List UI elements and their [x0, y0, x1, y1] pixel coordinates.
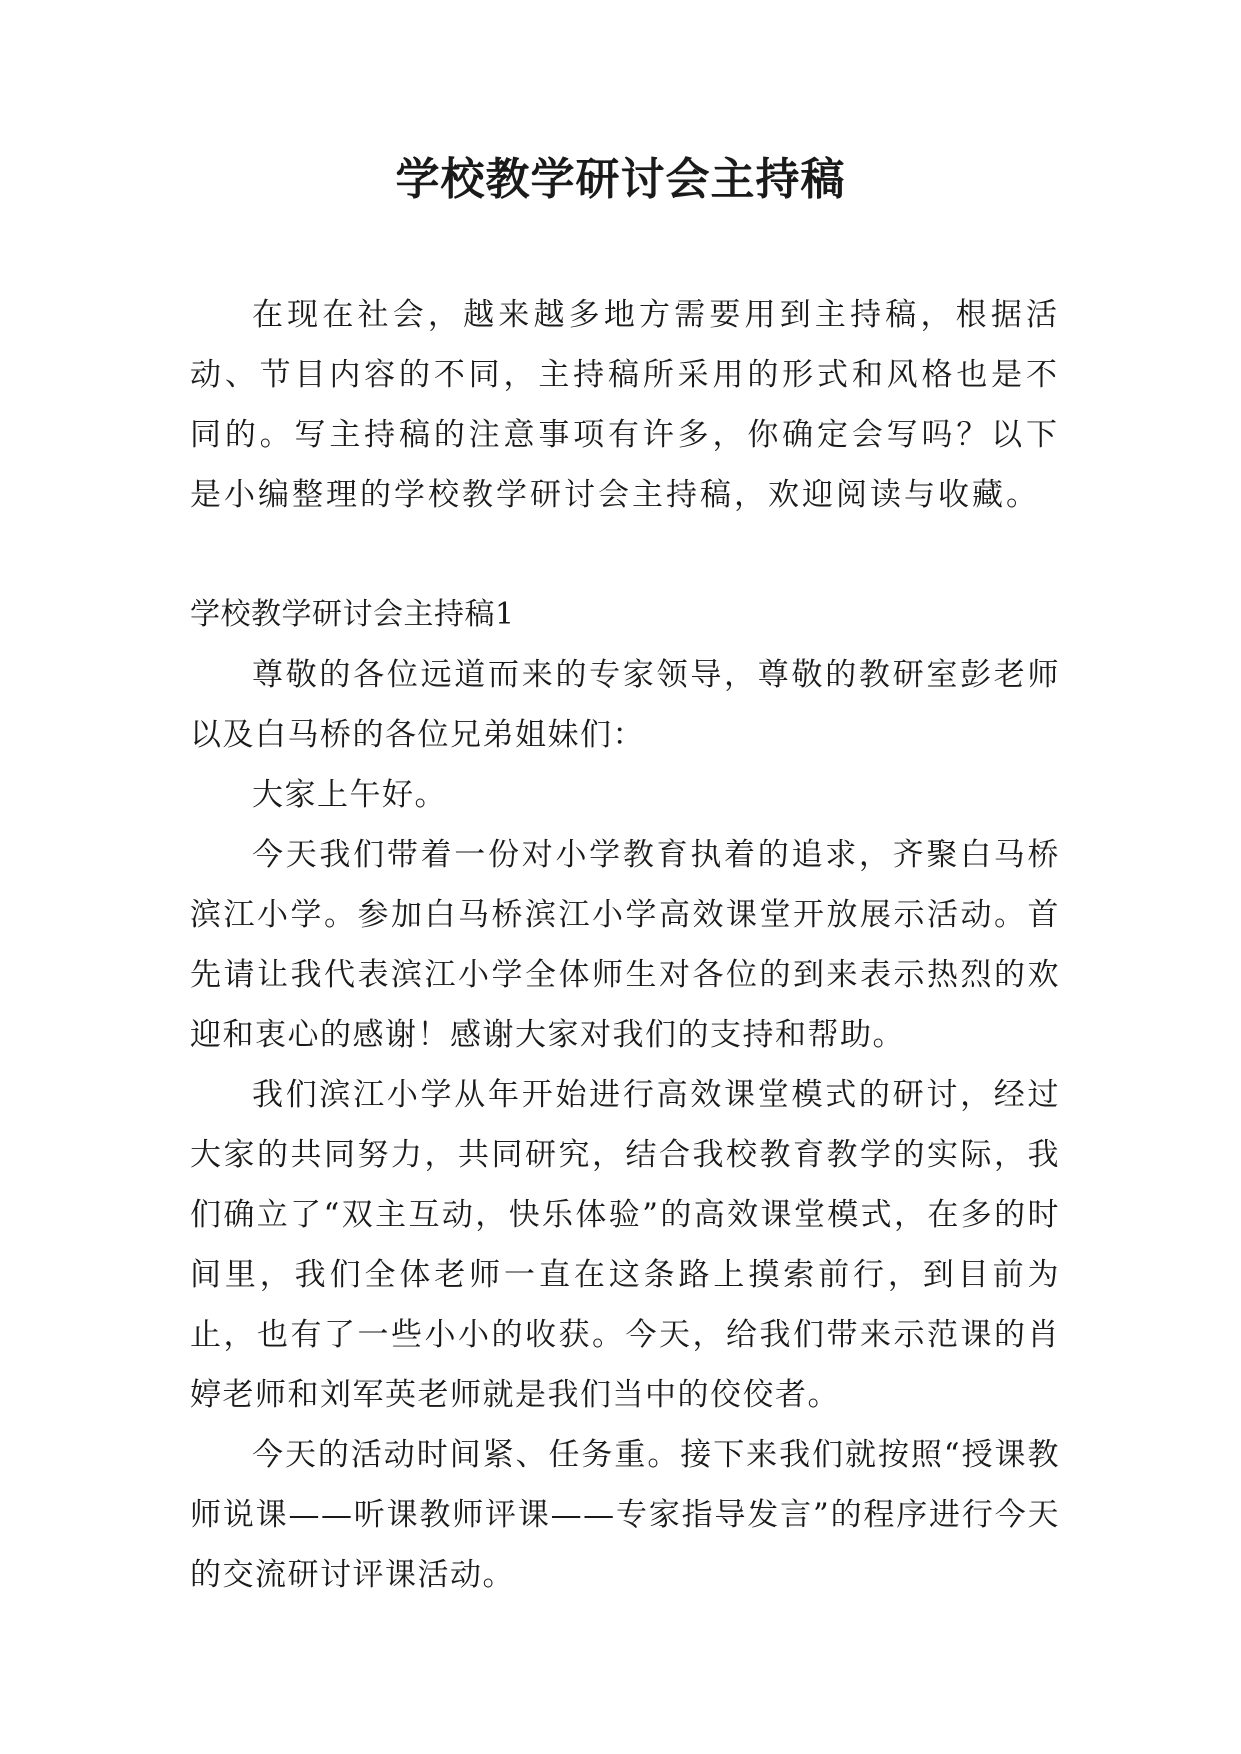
document-body	[190, 285, 1060, 1605]
salutation-paragraph: 大家上午好。	[252, 777, 447, 813]
section-heading: 学校教学研讨会主持稿1	[190, 597, 515, 632]
procedure-paragraph: 今天的活动时间紧、任务重。接下来我们就按照“授课教师说课——听课教师评课——专家指导发言”的程序进行今天的交流研讨评课活动。	[190, 1437, 1060, 1593]
document-title: 学校教学研讨会主持稿	[395, 154, 846, 205]
intro-paragraph: 在现在社会，越来越多地方需要用到主持稿，根据活动、节目内容的不同，主持稿所采用的形式和风格也是不同的。写主持稿的注意事项有许多，你确定会写吗？以下是小编整理的学校教学研讨会主持稿，欢迎阅读与收藏。	[190, 297, 1060, 513]
background-paragraph: 我们滨江小学从年开始进行高效课堂模式的研讨，经过大家的共同努力，共同研究，结合我校教育教学的实际，我们确立了“双主互动，快乐体验”的高效课堂模式，在多的时间里，我们全体老师一直在这条路上摸索前行，到目前为止，也有了一些小小的收获。今天，给我们带来示范课的肖婷老师和刘军英老师就是我们当中的佼佼者。	[190, 1077, 1060, 1413]
welcome-paragraph: 今天我们带着一份对小学教育执着的追求，齐聚白马桥滨江小学。参加白马桥滨江小学高效课堂开放展示活动。首先请让我代表滨江小学全体师生对各位的到来表示热烈的欢迎和衷心的感谢！感谢大家对我们的支持和帮助。	[190, 837, 1060, 1053]
greeting-paragraph: 尊敬的各位远道而来的专家领导，尊敬的教研室彭老师以及白马桥的各位兄弟姐妹们：	[190, 657, 1060, 753]
